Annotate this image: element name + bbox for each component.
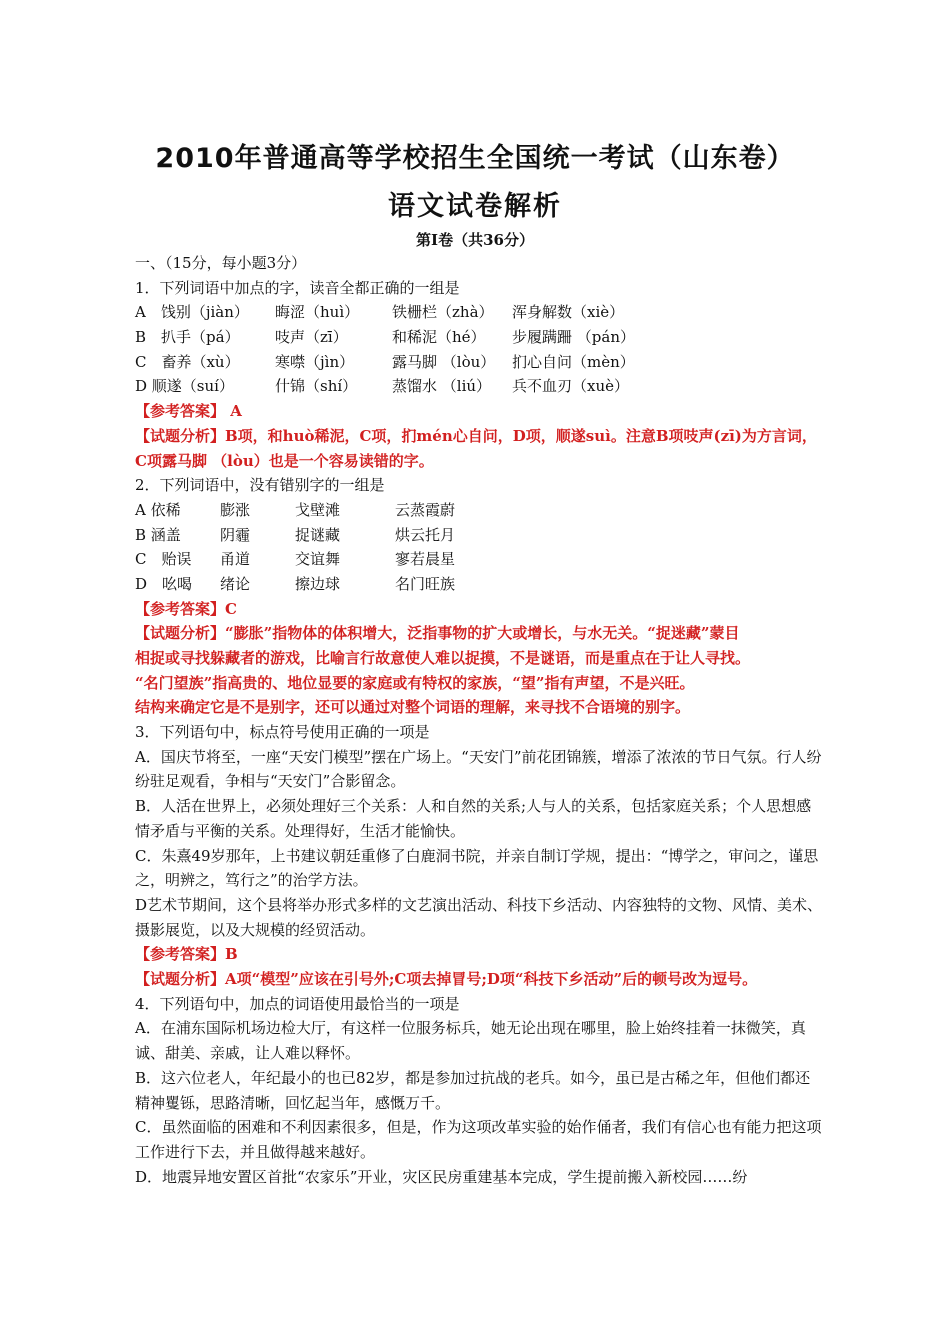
question-2-analysis-line: 相捉或寻找躲藏者的游戏，比喻言行故意使人难以捉摸，不是谜语，而是重点在于让人寻找。 [135,649,751,668]
option-item: D 吆喝 [135,574,193,593]
option-item: 铁栅栏（zhà） [392,303,494,322]
question-1-option-b [135,325,825,350]
question-2-analysis-line: 结构来确定它是不是别字，还可以通过对整个词语的理解，来寻找不合语境的别字。 [135,698,691,717]
option-item: 晦涩（huì） [275,303,360,322]
question-1-option-c [135,350,825,375]
option-item: D 顺遂（suí） [135,377,234,396]
option-item: 什锦（shí） [275,377,358,396]
question-3-answer: 【参考答案】B [135,945,238,964]
option-item: 擦边球 [295,574,341,593]
question-2-stem: 2．下列词语中，没有错别字的一组是 [135,476,385,495]
question-2-option-d [135,572,825,597]
question-1-stem: 1．下列词语中加点的字，读音全都正确的一组是 [135,278,460,297]
question-4-option-a: A．在浦东国际机场边检大厅，有这样一位服务标兵，她无论出现在哪里，脸上始终挂着一抹微笑，真诚、甜美、亲戚，让人难以释怀。 [135,1019,806,1063]
option-item: 寥若晨星 [395,550,456,569]
question-1-option-a [135,300,825,325]
option-item: 和稀泥（hé） [392,328,486,347]
document-title: 2010年普通高等学校招生全国统一考试（山东卷） [155,143,795,174]
option-item: 蒸馏水 （liú） [392,377,492,396]
option-item: 露马脚 （lòu） [392,352,496,371]
question-4-option-d: D．地震异地安置区首批“农家乐”开业，灾区民房重建基本完成，学生提前搬入新校园……纷 [135,1167,748,1186]
question-4-option-b: B．这六位老人，年纪最小的也已82岁，都是参加过抗战的老兵。如今，虽已是古稀之年，但他们都还精神矍铄，思路清晰，回忆起当年，感慨万千。 [135,1068,811,1112]
question-3-option-c: C．朱熹49岁那年，上书建议朝廷重修了白鹿洞书院，并亲自制订学规，提出：“博学之，审问之，谨思之，明辨之，笃行之”的治学方法。 [135,846,819,890]
option-item: C 贻误 [135,550,192,569]
option-item: 膨涨 [220,500,251,519]
question-3-stem: 3．下列语句中，标点符号使用正确的一项是 [135,723,430,742]
option-item: 烘云托月 [395,525,456,544]
option-item: C 畜养（xù） [135,352,240,371]
option-item: A 依稀 [135,500,181,519]
option-item: 交谊舞 [295,550,341,569]
question-2-analysis-line: 【试题分析】“膨胀”指物体的体积增大，泛指事物的扩大或增长，与水无关。“捉迷藏”蒙目 [135,624,740,643]
document-body [135,251,825,1189]
question-1-option-d [135,374,825,399]
question-1-answer: 【参考答案】 A [135,402,242,421]
question-2-option-b [135,523,825,548]
option-item: 甬道 [220,550,251,569]
option-item: 阴霾 [220,525,251,544]
option-item: 寒噤（jìn） [275,352,355,371]
question-3-option-a: A．国庆节将至，一座“天安门模型”摆在广场上。“天安门”前花团锦簇，增添了浓浓的节日气氛。行人纷纷驻足观看，争相与“天安门”合影留念。 [135,747,822,791]
option-item: 绪论 [220,574,251,593]
section-header: 第I卷（共36分） [416,231,534,249]
option-item: 戈壁滩 [295,500,341,519]
question-4-stem: 4．下列语句中，加点的词语使用最恰当的一项是 [135,994,460,1013]
part-header: 一、（15分，每小题3分） [135,254,307,272]
option-item: 捉谜藏 [295,525,341,544]
question-2-option-c [135,547,825,572]
question-3-option-b: B．人活在世界上，必须处理好三个关系：人和自然的关系;人与人的关系，包括家庭关系；个人思想感情矛盾与平衡的关系。处理得好，生活才能愉快。 [135,797,812,840]
option-item: A 饯别（jiàn） [135,303,249,322]
option-item: B 涵盖 [135,525,181,544]
option-item: 云蒸霞蔚 [395,500,456,519]
option-item: 名门旺族 [395,574,456,593]
option-item: B 扒手（pá） [135,328,240,347]
question-3-analysis: 【试题分析】A项“模型”应该在引号外;C项去掉冒号;D项“科技下乡活动”后的顿号改为逗号。 [135,970,758,989]
question-3-option-d: D艺术节期间，这个县将举办形式多样的文艺演出活动、科技下乡活动、内容独特的文物、风情、美术、摄影展览，以及大规模的经贸活动。 [135,896,823,939]
option-item: 步履蹒跚 （pán） [512,328,635,347]
question-1-analysis: 【试题分析】B项，和huò稀泥，C项，扪mén心自问，D项，顺遂suì。注意B项吱声(zī)为方言词，C项露马脚 （lòu）也是一个容易读错的字。 [135,426,817,470]
document-subtitle: 语文试卷解析 [388,191,562,222]
option-item: 扪心自问（mèn） [512,352,635,371]
question-4-option-c: C．虽然面临的困难和不利因素很多，但是，作为这项改革实验的始作俑者，我们有信心也有能力把这项工作进行下去，并且做得越来越好。 [135,1118,822,1161]
question-2-answer: 【参考答案】C [135,599,237,618]
option-item: 吱声（zī） [275,328,348,347]
option-item: 兵不血刃（xuè） [512,377,629,396]
option-item: 浑身解数（xiè） [512,303,625,322]
question-2-analysis-line: “名门望族”指高贵的、地位显要的家庭或有特权的家族，“望”指有声望，不是兴旺。 [135,673,695,692]
question-2-option-a [135,498,825,523]
